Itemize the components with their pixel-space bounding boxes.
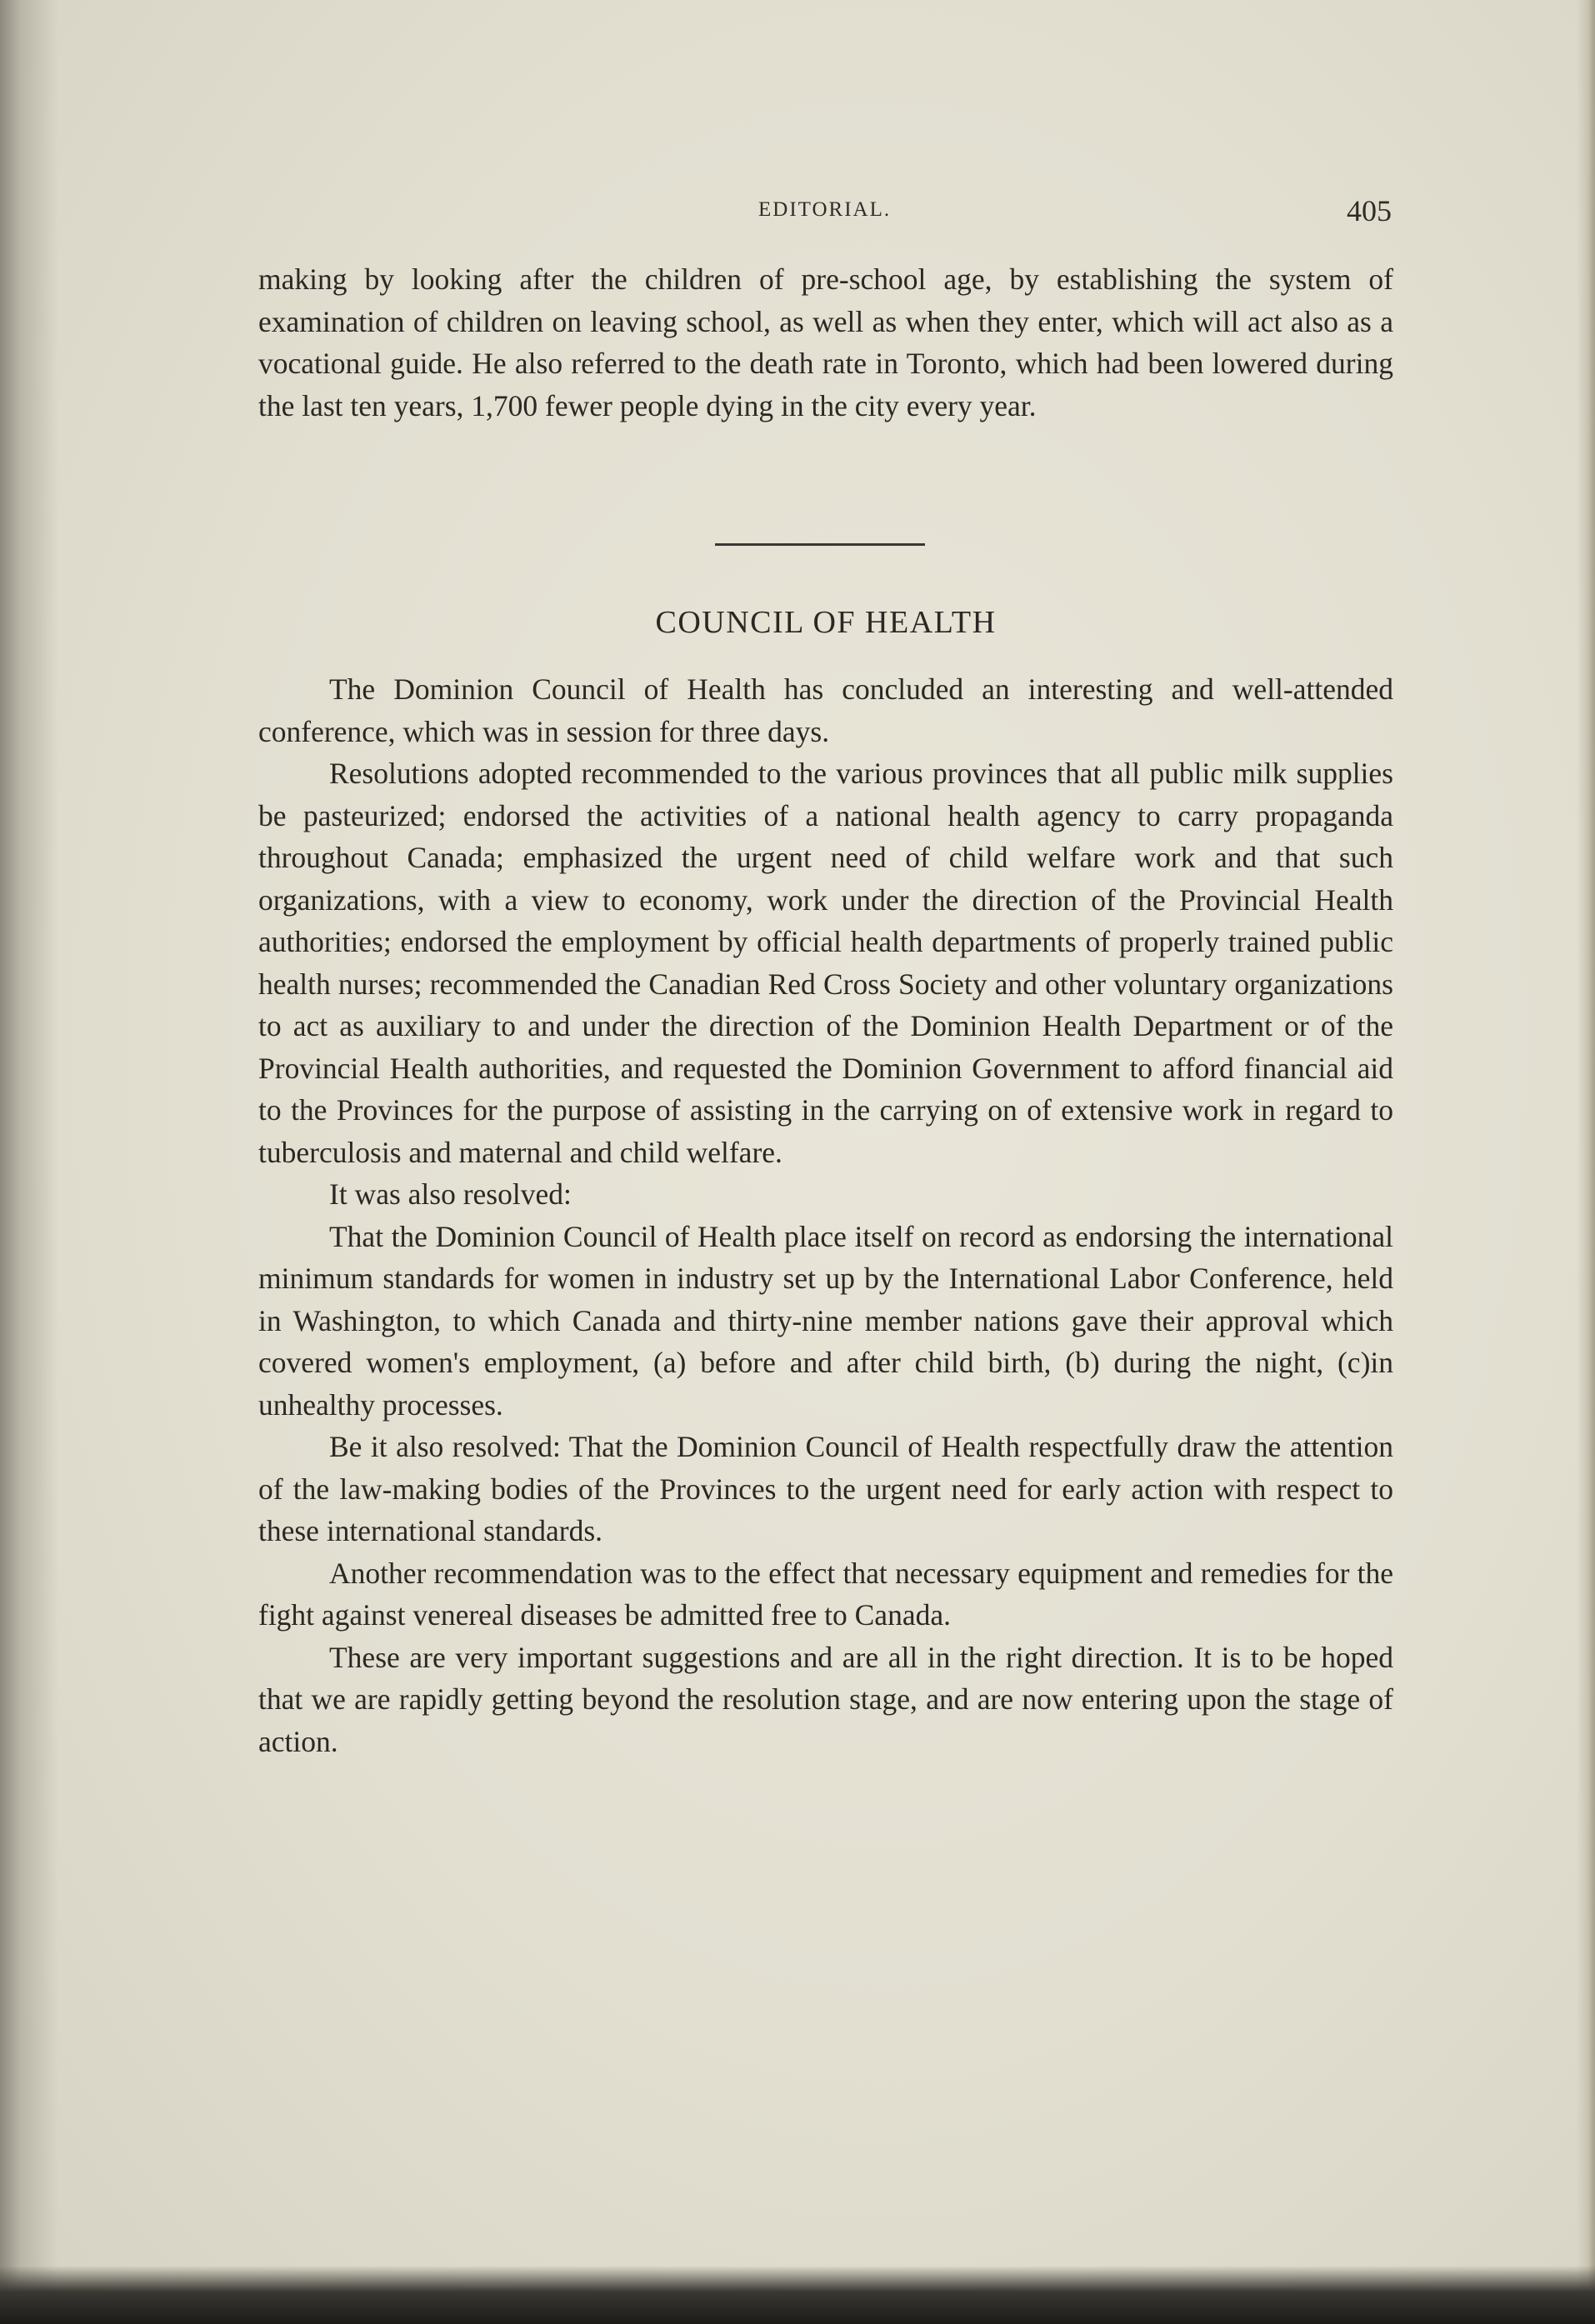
bottom-shadow: [0, 2266, 1595, 2324]
continued-paragraph: [258, 258, 1393, 427]
article-body: [258, 668, 1393, 1762]
paragraph: That the Dominion Council of Health place itself on record as endorsing the international minimum standards for women in industry set up by the International Labor Conference, held in Washington, to which Canada and thirty-nine member nations gave their approval which covered women's employment, (a) before and after child birth, (b) during the night, (c)in unhealthy processes.: [258, 1219, 1393, 1422]
continued-text: making by looking after the children of pre-school age, by establishing the system of examination of children on leaving school, as well as when they enter, which will act also as a vocational guide. He also referred to the death rate in Toronto, which had been lowered during the last ten years, 1,700 fewer people dying in the city every year.: [258, 262, 1393, 422]
paragraph: It was also resolved:: [329, 1177, 572, 1211]
page-header: [258, 193, 1392, 235]
paragraph: Resolutions adopted recommended to the various provinces that all public milk supplies be pasteurized; endorsed the activities of a national health agency to carry propaganda throughout Canada; emphasized the urgent need of child welfare work and that such organizations, with a view to economy, work under the direction of the Provincial Health authorities; endorsed the employment by official health departments of properly trained public health nurses; recommended the Canadian Red Cross Society and other voluntary organizations to act as auxiliary to and under the direction of the Dominion Health Department or of the Provincial Health authorities, and requested the Dominion Government to afford financial aid to the Provinces for the purpose of assisting in the carrying on of extensive work in regard to tuberculosis and maternal and child welfare.: [258, 757, 1393, 1169]
page-edge: [1577, 0, 1595, 2324]
paragraph: The Dominion Council of Health has concluded an interesting and well-attended conference, which was in session for three days.: [258, 672, 1393, 748]
paragraph: These are very important suggestions and are all in the right direction. It is to be hoped that we are rapidly getting beyond the resolution stage, and are now entering upon the stage of action.: [258, 1640, 1393, 1758]
running-head: EDITORIAL.: [758, 198, 892, 221]
section-title: COUNCIL OF HEALTH: [655, 605, 997, 640]
section-divider: [715, 543, 925, 546]
binding-shadow: [0, 0, 58, 2324]
page-number: 405: [1347, 194, 1392, 227]
paragraph: Be it also resolved: That the Dominion Council of Health respectfully draw the attention of the law-making bodies of the Provinces to the urgent need for early action with respect to these international standards.: [258, 1430, 1393, 1547]
paragraph: Another recommendation was to the effect that necessary equipment and remedies for the fight against venereal diseases be admitted free to Canada.: [258, 1556, 1393, 1632]
